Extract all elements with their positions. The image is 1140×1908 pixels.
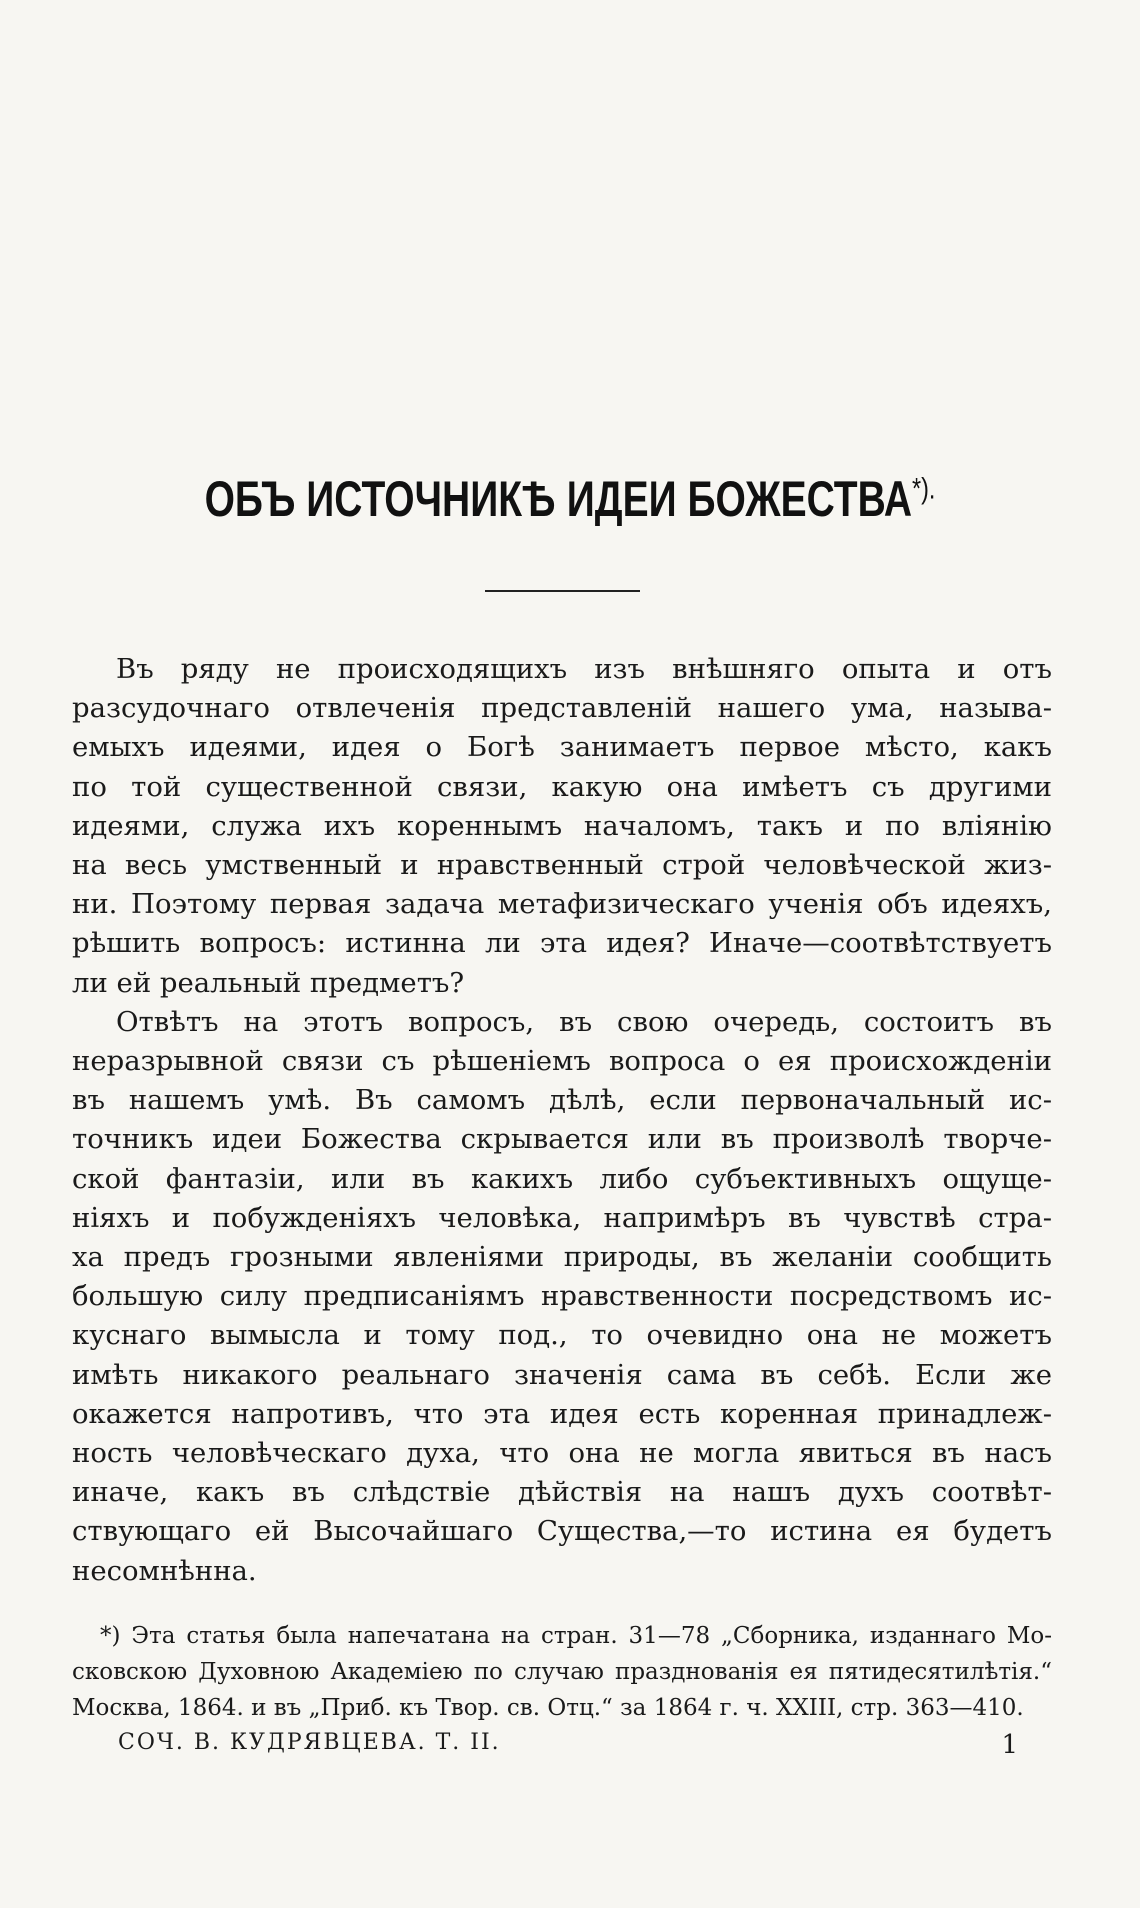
text-line: на весь умственный и нравственный строй человѣческой жиз- (72, 849, 1052, 882)
title-footnote-mark: *). (911, 472, 936, 506)
text-line: ни. Поэтому первая задача метафизическаго ученія объ идеяхъ, (72, 888, 1052, 921)
text-line: идеями, служа ихъ кореннымъ началомъ, такъ и по вліянію (72, 809, 1052, 842)
text-line: рѣшить вопросъ: истинна ли эта идея? Иначе—соотвѣтствуетъ (72, 927, 1052, 960)
paragraph-2 (72, 1003, 1052, 1591)
page-footer (118, 1730, 1018, 1760)
text-line: ха предъ грозными явленіями природы, въ желаніи сообщить (72, 1241, 1052, 1274)
text-line: ніяхъ и побужденіяхъ человѣка, напримѣръ въ чувствѣ стра- (72, 1201, 1052, 1234)
text-line: разсудочнаго отвлеченія представленій нашего ума, называ- (72, 692, 1052, 725)
title-divider (485, 590, 640, 592)
text-line: неразрывной связи съ рѣшеніемъ вопроса о ея происхожденіи (72, 1045, 1052, 1078)
text-line: ствующаго ей Высочайшаго Существа,—то истина ея будетъ (72, 1515, 1052, 1548)
page-title (125, 470, 1014, 528)
footnote-line: сковскою Духовною Академіею по случаю празднованія ея пятидесятилѣтія.“ (72, 1659, 1052, 1685)
text-line: большую силу предписаніямъ нравственности посредствомъ ис- (72, 1280, 1052, 1313)
text-line: окажется напротивъ, что эта идея есть коренная принадлеж- (72, 1397, 1052, 1430)
footnote-line: Москва, 1864. и въ „Приб. къ Твор. св. Отц.“ за 1864 г. ч. XXIII, стр. 363—410. (72, 1695, 1024, 1721)
text-line: ли ей реальный предметъ? (72, 966, 465, 999)
text-line: несомнѣнна. (72, 1554, 257, 1587)
footnote-line: *) Эта статья была напечатана на стран. 31—78 „Сборника, изданнаго Мо- (100, 1623, 1052, 1649)
text-line: ность человѣческаго духа, что она не могла явиться въ насъ (72, 1437, 1052, 1470)
text-line: Въ ряду не происходящихъ изъ внѣшняго опыта и отъ (116, 653, 1052, 685)
text-line: въ нашемъ умѣ. Въ самомъ дѣлѣ, если первоначальный ис- (72, 1084, 1052, 1117)
title-text: ОБЪ ИСТОЧНИКѢ ИДЕИ БОЖЕСТВА (204, 471, 912, 527)
text-line: по той существенной связи, какую она имѣетъ съ другими (72, 770, 1052, 803)
footnote (72, 1618, 1052, 1726)
text-line: ской фантазіи, или въ какихъ либо субъективныхъ ощуще- (72, 1162, 1052, 1195)
text-line: точникъ идеи Божества скрывается или въ произволѣ творче- (72, 1123, 1052, 1156)
text-line: Отвѣтъ на этотъ вопросъ, въ свою очередь, состоитъ въ (116, 1005, 1052, 1038)
text-line: емыхъ идеями, идея о Богѣ занимаетъ первое мѣсто, какъ (72, 731, 1052, 764)
body-text (72, 650, 1052, 1591)
page-number: 1 (1001, 1730, 1018, 1760)
text-line: иначе, какъ въ слѣдствіе дѣйствія на нашъ духъ соотвѣт- (72, 1476, 1052, 1509)
text-line: куснаго вымысла и тому под., то очевидно она не можетъ (72, 1319, 1052, 1352)
footer-signature: СОЧ. В. КУДРЯВЦЕВА. Т. II. (118, 1730, 501, 1755)
paragraph-1 (72, 650, 1052, 1003)
text-line: имѣть никакого реальнаго значенія сама въ себѣ. Если же (72, 1358, 1052, 1391)
